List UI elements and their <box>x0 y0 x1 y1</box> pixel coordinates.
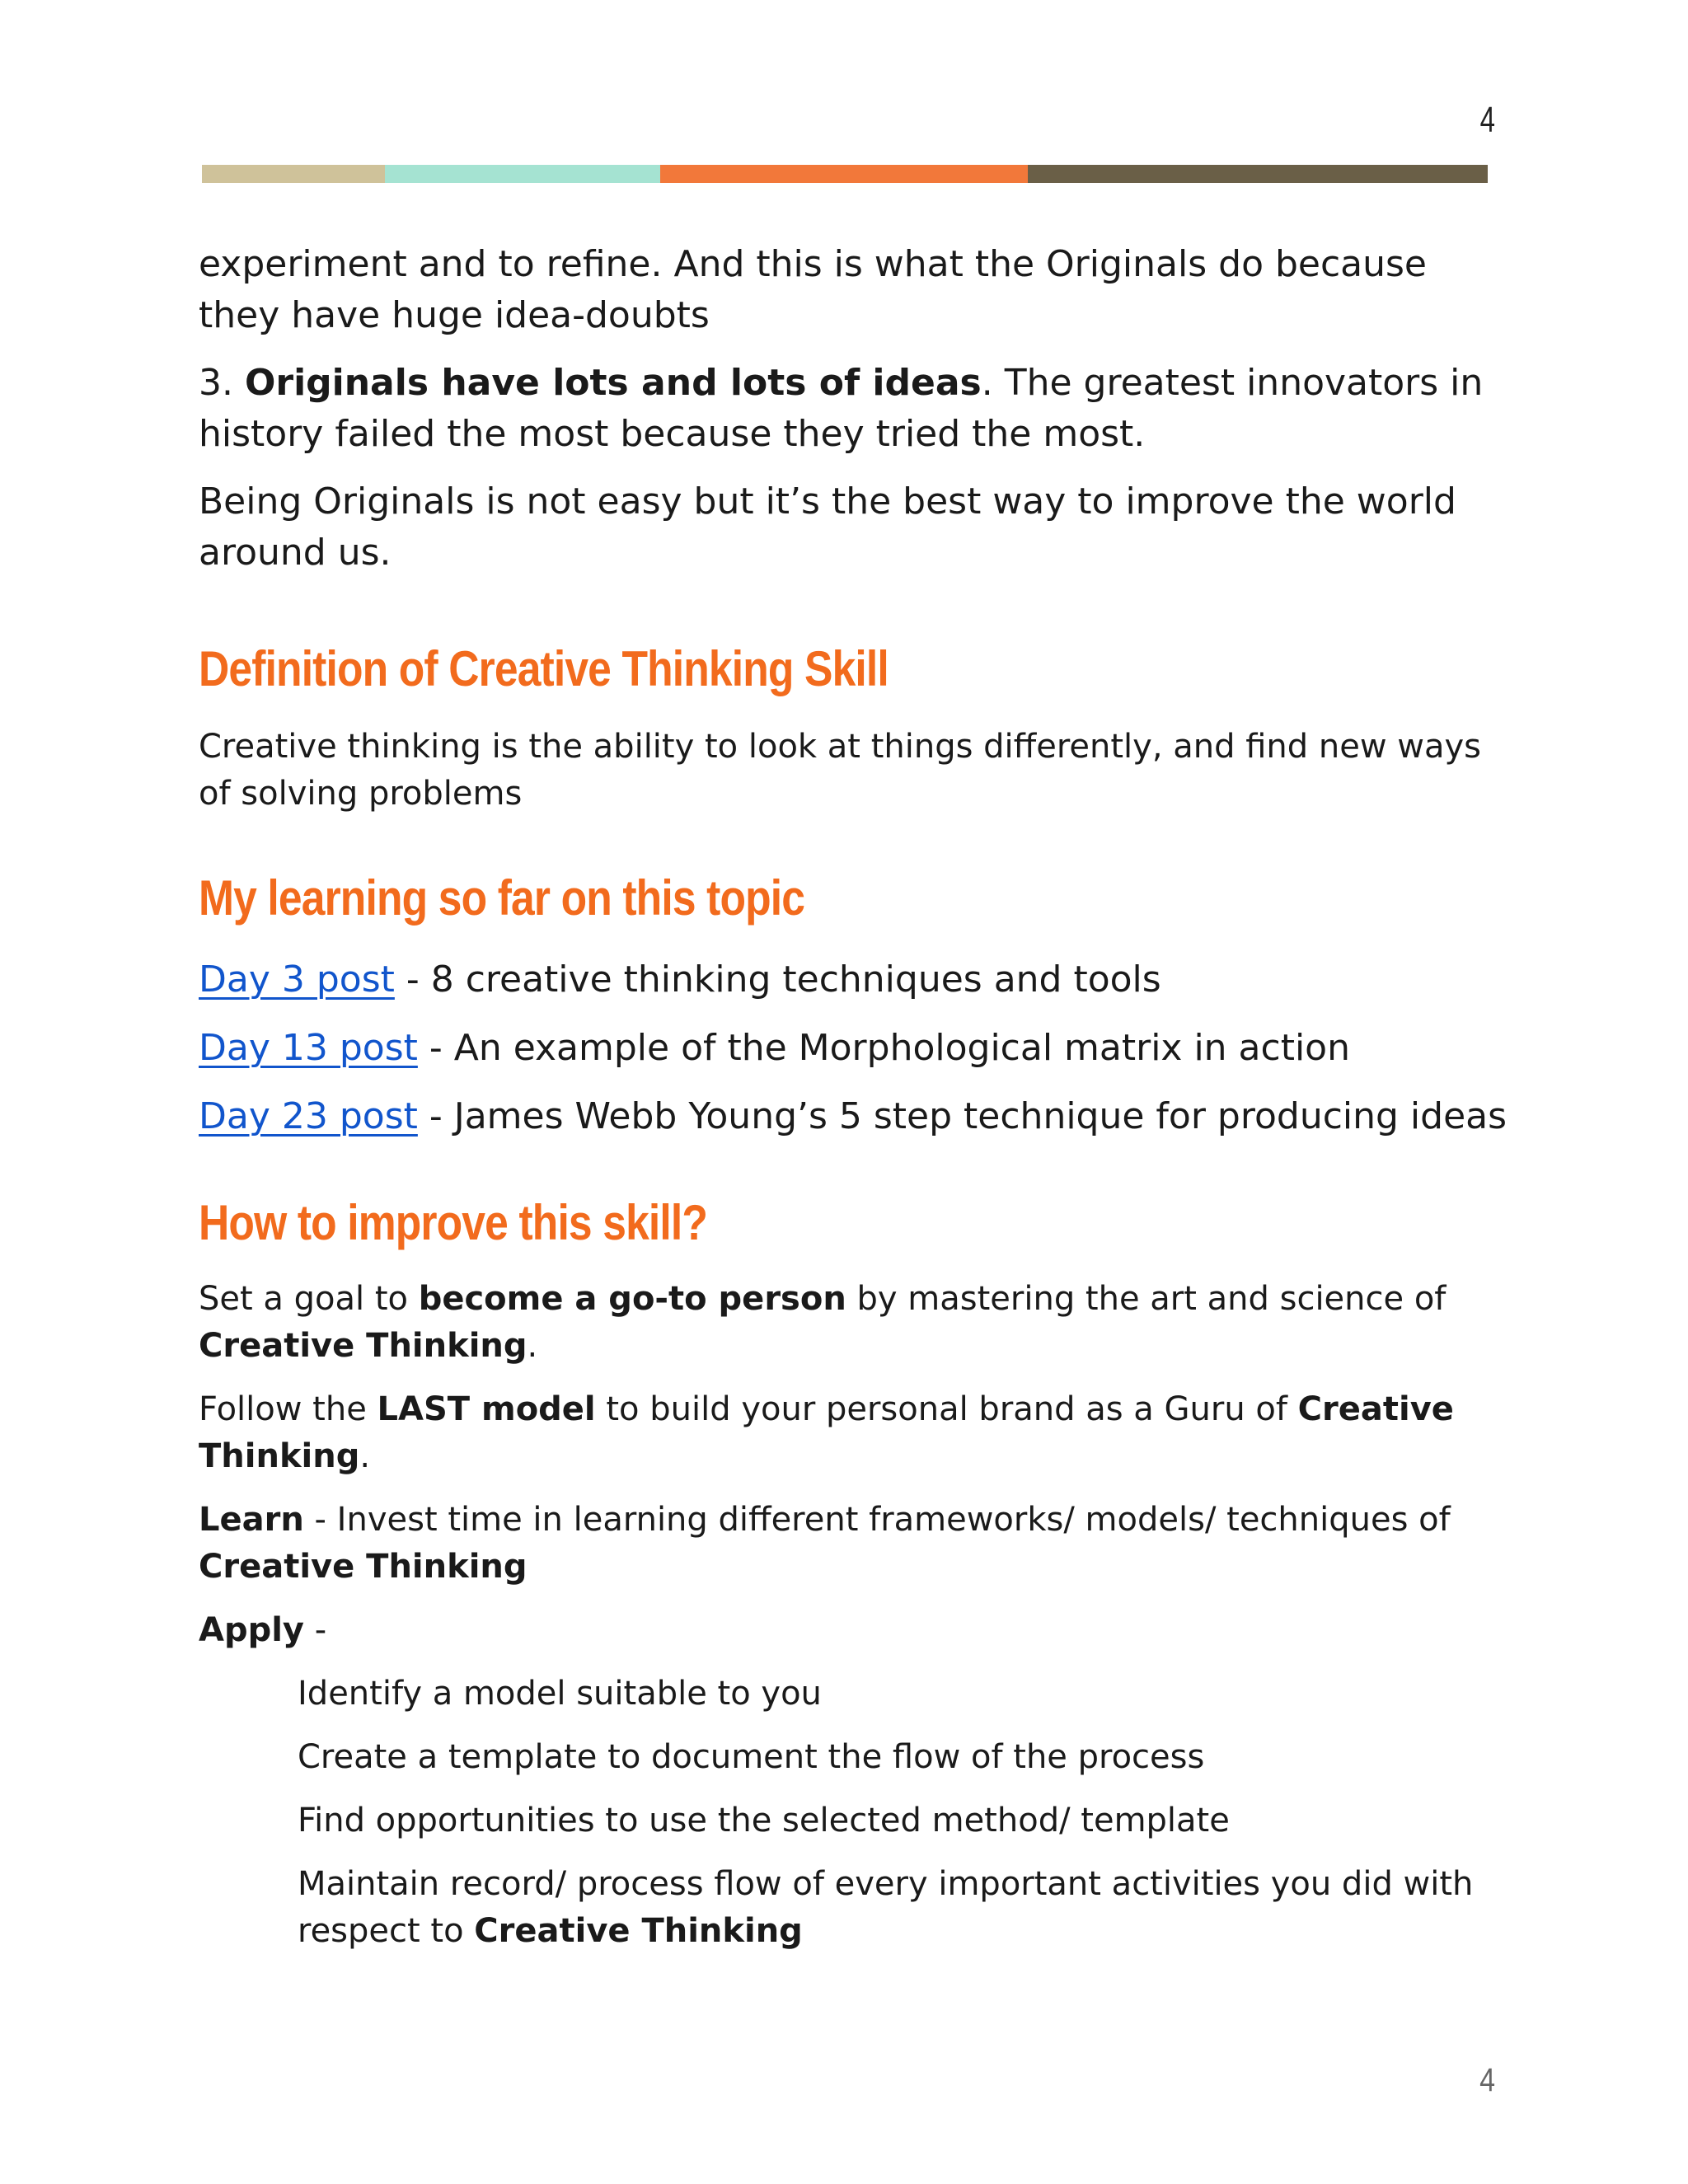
learning-item-text: - 8 creative thinking techniques and tools <box>394 958 1161 1001</box>
heading-my-learning: My learning so far on this topic <box>199 870 805 926</box>
text: Set a goal to <box>199 1280 419 1318</box>
apply-step: Identify a model suitable to you <box>298 1675 822 1713</box>
page-number-top: 4 <box>1479 100 1495 140</box>
text: - <box>304 1611 327 1649</box>
bold-text: LAST model <box>377 1390 596 1428</box>
bold-originals-ideas: Originals have lots and lots of ideas <box>244 362 982 404</box>
paragraph-text: . The greatest innovators in history failed the most because they tried the most. <box>199 362 1484 455</box>
paragraph-set-goal <box>199 1276 1501 1370</box>
paragraph-learn <box>199 1497 1501 1591</box>
learning-item-day-23 <box>199 1091 1507 1142</box>
heading-how-to-improve: How to improve this skill? <box>199 1195 707 1250</box>
paragraph-follow-last-model <box>199 1386 1501 1480</box>
apply-step: Create a template to document the flow of the process <box>298 1738 1205 1776</box>
text: - Invest time in learning different frameworks/ models/ techniques of <box>303 1501 1451 1539</box>
paragraph-experiment: experiment and to refine. And this is what the Originals do because they have huge idea-doubts <box>199 243 1428 336</box>
text: . <box>527 1327 538 1365</box>
paragraph-definition: Creative thinking is the ability to look at things differently, and find new ways of solving problems <box>199 728 1481 813</box>
color-bar-segment-brown <box>1028 165 1488 183</box>
bold-text: Creative Thinking <box>199 1548 528 1586</box>
learning-item-text: - An example of the Morphological matrix in action <box>417 1027 1350 1069</box>
apply-step <box>298 1861 1501 1955</box>
paragraph-originals-ideas <box>199 358 1501 460</box>
color-bar-segment-tan <box>202 165 385 183</box>
color-bar-segment-mint <box>385 165 660 183</box>
learning-item-text: - James Webb Young’s 5 step technique for producing ideas <box>417 1095 1507 1137</box>
bold-text: Creative Thinking <box>199 1327 528 1365</box>
learning-item-day-3 <box>199 954 1501 1005</box>
bold-label-apply: Apply <box>199 1611 305 1649</box>
link-day-23-post[interactable]: Day 23 post <box>199 1095 418 1137</box>
paragraph-apply <box>199 1607 1501 1654</box>
bold-text: Creative Thinking <box>199 1390 1454 1475</box>
bold-text: become a go-to person <box>418 1280 846 1318</box>
text: . <box>359 1437 371 1475</box>
text: to build your personal brand as a Guru of <box>595 1390 1298 1428</box>
text: Maintain record/ process flow of every important activities you did with respect to <box>298 1865 1474 1950</box>
learning-item-day-13 <box>199 1023 1501 1074</box>
paragraph-being-originals: Being Originals is not easy but it’s the best way to improve the world around us. <box>199 480 1456 574</box>
bold-text: Creative Thinking <box>474 1912 803 1950</box>
apply-step: Find opportunities to use the selected method/ template <box>298 1802 1230 1840</box>
link-day-3-post[interactable]: Day 3 post <box>199 958 395 1001</box>
list-number: 3. <box>199 362 245 404</box>
color-bar-segment-orange <box>660 165 1028 183</box>
page-content <box>199 239 1507 1971</box>
text: Follow the <box>199 1390 377 1428</box>
link-day-13-post[interactable]: Day 13 post <box>199 1027 418 1069</box>
bold-label-learn: Learn <box>199 1501 304 1539</box>
heading-definition: Definition of Creative Thinking Skill <box>199 641 889 696</box>
header-color-bar <box>202 165 1488 183</box>
text: by mastering the art and science of <box>846 1280 1447 1318</box>
page-number-bottom: 4 <box>1479 2062 1495 2098</box>
